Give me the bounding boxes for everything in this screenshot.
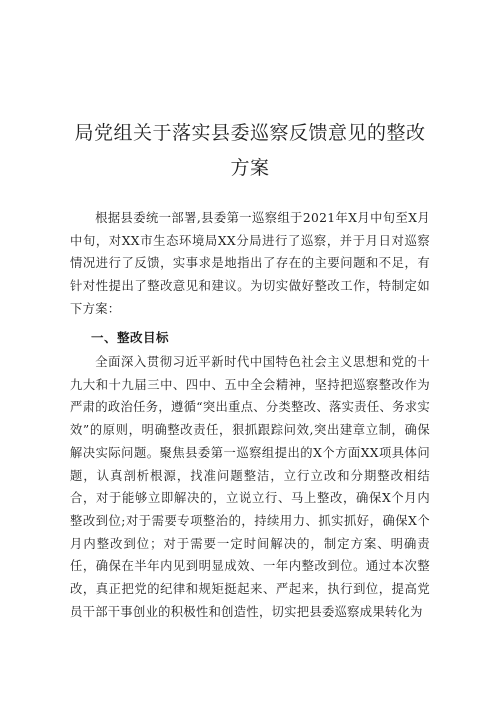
goals-paragraph bbox=[70, 351, 430, 623]
intro-paragraph-text: 根据县委统一部署,县委第一巡察组于2021年X月中旬至X月中旬，对XX市生态环境局XX分局进行了巡察，并于月日对巡察情况进行了反馈，实事求是地指出了存在的主要问题和不足，有针对性提出了整改意见和建议。为切实做好整改工作，特制定如下方案： bbox=[70, 211, 430, 316]
intro-paragraph bbox=[70, 207, 430, 321]
section-heading-goals: 一、整改目标 bbox=[91, 330, 170, 345]
goals-paragraph-text: 全面深入贯彻习近平新时代中国特色社会主义思想和党的十九大和十九届三中、四中、五中全会精神，坚持把巡察整改作为严肃的政治任务，遵循“突出重点、分类整改、落实责任、务求实效”的原则，明确整改责任，狠抓跟踪问效,突出建章立制，确保解决实际问题。聚焦县委第一巡察组提出的X个方面XX项具体问题，认真剖析根源，找准问题整洁，立行立改和分期整改相结合，对于能够立即解决的，立说立行、马上整改，确保X个月内整改到位;对于需要专项整治的，持续用力、抓实抓好，确保X个月内整改到位；对于需要一定时间解决的，制定方案、明确责任，确保在半年内见到明显成效、一年内整改到位。通过本次整改，真正把党的纪律和规矩挺起来、严起来，执行到位，提高党员干部干事创业的积极性和创造性，切实把县委巡察成果转化为 bbox=[70, 355, 430, 619]
document-title-line-2: 方案 bbox=[230, 157, 270, 179]
document-title-line-1: 局党组关于落实县委巡察反馈意见的整改 bbox=[74, 122, 426, 144]
